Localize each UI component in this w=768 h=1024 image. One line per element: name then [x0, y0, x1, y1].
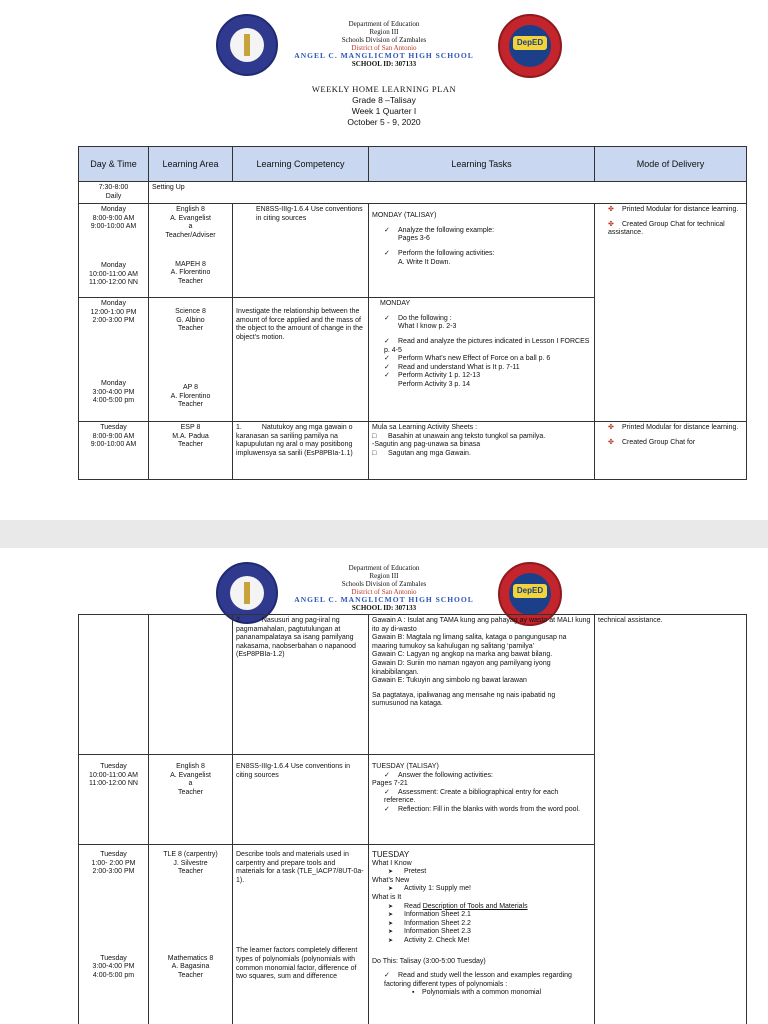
- region-name: Region III: [369, 28, 399, 36]
- school-id: SCHOOL ID: 307133: [351, 604, 417, 612]
- cell-area: Setting Up: [149, 182, 747, 204]
- cell-competency: EN8SS-IIIg-1.6.4 Use conventions in citing sources: [233, 204, 369, 298]
- cell-competency: EN8SS-IIIg-1.6.4 Use conventions in citing sources: [233, 755, 369, 845]
- district-name: District of San Antonio: [351, 44, 417, 52]
- cell-tasks: TUESDAY (TALISAY) ✓ Answer the following activities: Pages 7-21 ✓ Assessment: Create a bibliographical entry for each reference. ✓ Reflection: Fill in the blanks with words from the word pool.: [369, 755, 595, 845]
- cell-mode: technical assistance.: [595, 615, 747, 1024]
- cell-mode: [595, 422, 747, 480]
- cell-competency: 1. Natutukoy ang mga gawain o karanasan sa sariling pamilya na kapupulutan ng aral o may positibong impluwensya sa sarili (EsP8PBIa-1.1): [233, 422, 369, 480]
- table-row: [79, 615, 747, 755]
- plan-table-page-1: [78, 146, 747, 480]
- cell-time: Tuesday 10:00-11:00 AM 11:00-12:00 NN: [79, 755, 149, 845]
- division-name: Schools Division of Zambales: [341, 36, 427, 44]
- page-gap: [0, 520, 768, 548]
- region-name: Region III: [369, 572, 399, 580]
- cell-time: Monday 12:00-1:00 PM 2:00-3:00 PM Monday 3:00-4:00 PM 4:00-5:00 pm: [79, 298, 149, 422]
- plan-week: Week 1 Quarter I: [351, 106, 417, 116]
- plan-table-page-2: [78, 614, 747, 1024]
- cell-tasks: MONDAY (TALISAY) ✓ Analyze the following example: Pages 3-6 ✓ Perform the following activities: A. Write It Down.: [369, 204, 595, 298]
- mode-group-chat: ✤ Created Group Chat for technical assistance.: [608, 221, 743, 238]
- cell-area: TLE 8 (carpentry) J. Silvestre Teacher Mathematics 8 A. Bagasina Teacher: [149, 845, 233, 1024]
- cell-tasks: MONDAY ✓ Do the following : What I know p. 2-3 ✓ Read and analyze the pictures indicated in Lesson I FORCES p. 4-5 ✓ Perform What’s new Effect of Force on a ball p. 6 ✓ Read and understand What is It p. 7-11 ✓ Perform Activity 1 p. 12-13 Perform Activity 3 p. 14: [369, 298, 595, 422]
- plan-title: [0, 84, 768, 128]
- mode-printed-modular: ✤ Printed Modular for distance learning.: [608, 424, 743, 433]
- district-name: District of San Antonio: [351, 588, 417, 596]
- cell-competency: Describe tools and materials used in carpentry and prepare tools and materials for a task (TLE_IACP7/8UT-0a-1). The learner factors completely different types of polynomials (polynomials with common monomial factor, difference of two squares, sum and difference: [233, 845, 369, 1024]
- cell-area: Science 8 G. Albino Teacher AP 8 A. Florentino Teacher: [149, 298, 233, 422]
- mode-group-chat: ✤ Created Group Chat for: [608, 439, 743, 448]
- division-name: Schools Division of Zambales: [341, 580, 427, 588]
- cell-competency: Investigate the relationship between the amount of force applied and the mass of the object to the amount of change in the object’s motion.: [233, 298, 369, 422]
- table-header-row: [79, 147, 747, 182]
- cell-competency: 2. Nasusuri ang pag-iiral ng pagmamahalan, pagtutulungan at pananampalataya sa isang pamilyang nakasama, naobserbahan o napanood (EsP8PBIa-1.2): [233, 615, 369, 755]
- letterhead: [0, 20, 768, 68]
- school-logo-icon: DepED: [498, 14, 562, 78]
- cell-time: 7:30-8:00 Daily: [79, 182, 149, 204]
- cell-tasks: Mula sa Learning Activity Sheets : □ Basahin at unawain ang teksto tungkol sa pamilya. -Sagutin ang pag-unawa sa binasa □ Sagutan ang mga Gawain.: [369, 422, 595, 480]
- cell-time: [79, 615, 149, 755]
- school-id: SCHOOL ID: 307133: [351, 60, 417, 68]
- cell-time: Tuesday 8:00-9:00 AM 9:00-10:00 AM: [79, 422, 149, 480]
- col-learning-competency: Learning Competency: [233, 147, 369, 182]
- col-learning-area: Learning Area: [149, 147, 233, 182]
- col-mode-of-delivery: Mode of Delivery: [595, 147, 747, 182]
- cell-area: English 8 A. Evangelist a Teacher/Adviser MAPEH 8 A. Florentino Teacher: [149, 204, 233, 298]
- col-day-time: Day & Time: [79, 147, 149, 182]
- mode-printed-modular: ✤ Printed Modular for distance learning.: [608, 206, 743, 215]
- cell-area: [149, 615, 233, 755]
- cell-tasks: Gawain A : Isulat ang TAMA kung ang pahayag ay wasto at MALI kung ito ay di-wasto Gawain B: Magtala ng limang salita, kataga o pangungusap na maaring tumukoy sa kahulugan ng salitang ‘pamilya’ Gawain C: Lagyan ng angkop na marka ang bawat bilang. Gawain D: Suriin mo naman ngayon ang pamilyang iyong kinabibilangan. Gawain E: Tukuyin ang simbolo ng bawat larawan Sa pagtataya, ipaliwanag ang mensahe ng nais ipabatid ng sumusunod na kataga.: [369, 615, 595, 755]
- cell-tasks: TUESDAY What I Know ➤ Pretest What’s New ➤ Activity 1: Supply me! What is It ➤ Read Description of Tools and Materials ➤ Information Sheet 2.1 ➤ Information Sheet 2.2 ➤ Information Sheet 2.3 ➤ Activity 2. Check Me! Do This: Talisay (3:00-5:00 Tuesday) ✓ Read and study well the lesson and examples regarding factoring different types of polynomials : ▪ Polynomials with a common monomial: [369, 845, 595, 1024]
- dept-name: Department of Education: [348, 20, 420, 28]
- table-row: [79, 204, 747, 298]
- cell-time: Monday 8:00-9:00 AM 9:00-10:00 AM Monday 10:00-11:00 AM 11:00-12:00 NN: [79, 204, 149, 298]
- cell-area: English 8 A. Evangelist a Teacher: [149, 755, 233, 845]
- table-row: [79, 422, 747, 480]
- school-logo-icon: DepED: [498, 562, 562, 626]
- cell-time: Tuesday 1:00- 2:00 PM 2:00-3:00 PM Tuesday 3:00-4:00 PM 4:00-5:00 pm: [79, 845, 149, 1024]
- school-name: ANGEL C. MANGLICMOT HIGH SCHOOL: [294, 51, 474, 60]
- cell-area: ESP 8 M.A. Padua Teacher: [149, 422, 233, 480]
- school-name: ANGEL C. MANGLICMOT HIGH SCHOOL: [294, 595, 474, 604]
- plan-dates: October 5 - 9, 2020: [347, 117, 421, 127]
- letterhead: [0, 564, 768, 612]
- col-learning-tasks: Learning Tasks: [369, 147, 595, 182]
- dept-name: Department of Education: [348, 564, 420, 572]
- plan-grade: Grade 8 –Talisay: [352, 95, 416, 105]
- table-row: [79, 182, 747, 204]
- cell-mode: [595, 204, 747, 422]
- page-2: [0, 548, 768, 1024]
- plan-title-main: WEEKLY HOME LEARNING PLAN: [311, 84, 457, 94]
